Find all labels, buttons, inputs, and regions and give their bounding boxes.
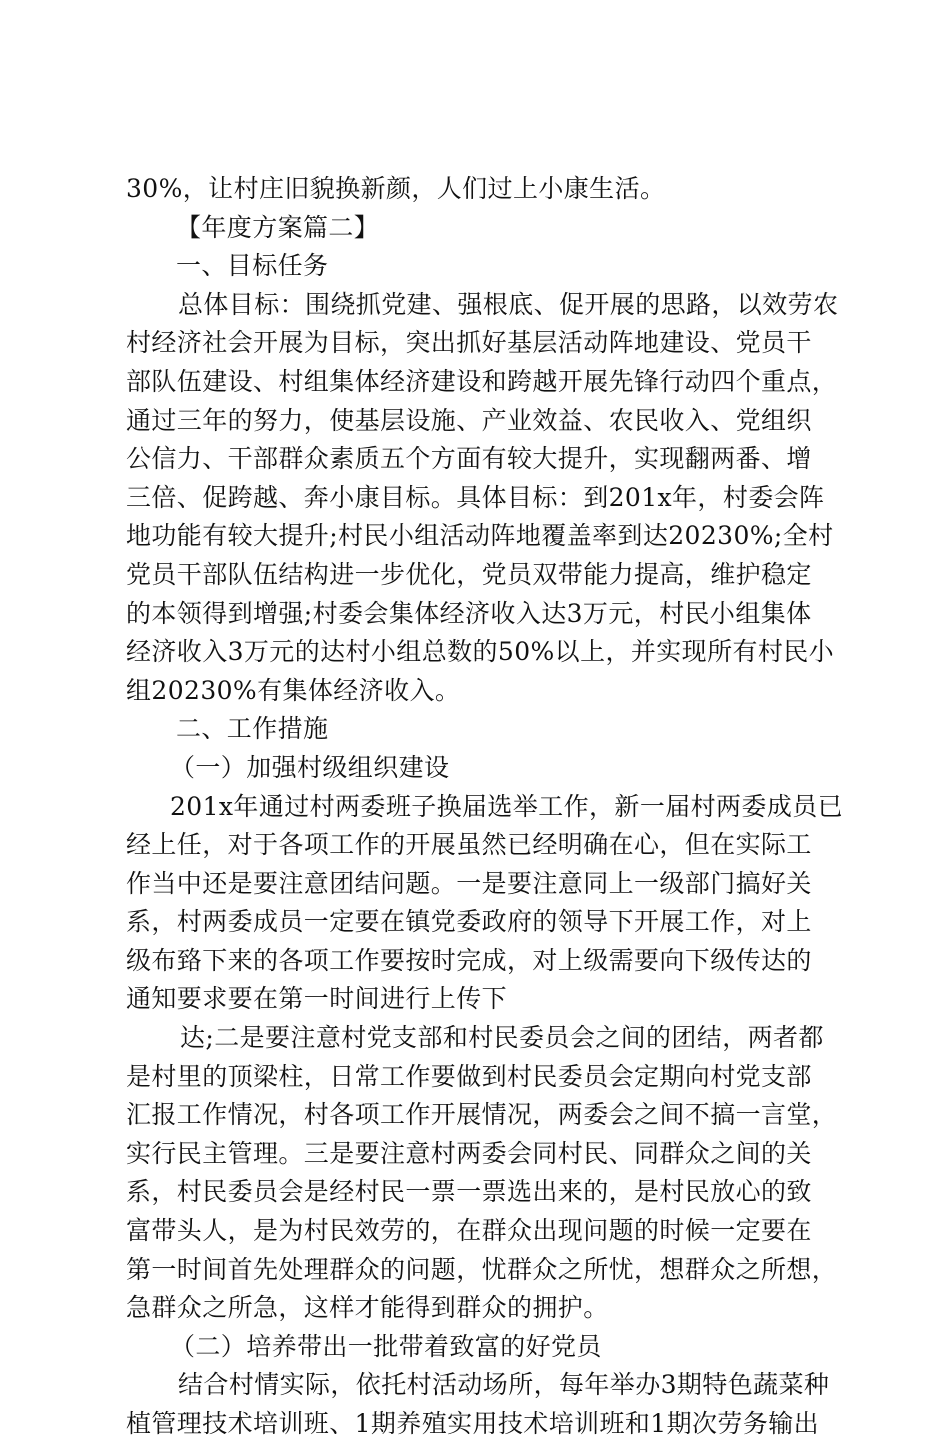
- paragraph-line: 系，村两委成员一定要在镇党委政府的领导下开展工作，对上: [126, 907, 812, 937]
- document-body: [126, 170, 846, 1444]
- paragraph-line: 党员干部队伍结构进一步优化，党员双带能力提高，维护稳定: [126, 559, 812, 589]
- heading: 一、目标任务: [176, 251, 329, 281]
- paragraph-line: 的本领得到增强;村委会集体经济收入达3万元，村民小组集体: [126, 598, 812, 628]
- paragraph-line: 作当中还是要注意团结问题。一是要注意同上一级部门搞好关: [126, 868, 812, 898]
- paragraph-line: 组20230%有集体经济收入。: [126, 675, 461, 705]
- paragraph-line: 是村里的顶梁柱，日常工作要做到村民委员会定期向村党支部: [126, 1061, 812, 1091]
- section-title: 【年度方案篇二】: [176, 212, 380, 242]
- heading: 二、工作措施: [176, 714, 329, 744]
- paragraph-line: 富带头人，是为村民效劳的，在群众出现问题的时候一定要在: [126, 1216, 812, 1246]
- paragraph-line: 经济收入3万元的达村小组总数的50%以上，并实现所有村民小: [126, 637, 835, 667]
- paragraph-line: 通知要求要在第一时间进行上传下: [126, 984, 508, 1014]
- paragraph-line: 急群众之所急，这样才能得到群众的拥护。: [126, 1293, 609, 1323]
- paragraph-line: 30%，让村庄旧貌换新颜，人们过上小康生活。: [126, 174, 666, 203]
- paragraph-line: 植管理技术培训班、1期养殖实用技术培训班和1期次劳务输出: [126, 1409, 820, 1438]
- paragraph-line: 村经济社会开展为目标，突出抓好基层活动阵地建设、党员干: [126, 328, 812, 358]
- subheading: （一）加强村级组织建设: [170, 752, 450, 782]
- paragraph-line: 公信力、干部群众素质五个方面有较大提升，实现翻两番、增: [126, 444, 812, 474]
- subheading: （二）培养带出一批带着致富的好党员: [170, 1331, 602, 1361]
- paragraph-line: 结合村情实际，依托村活动场所，每年举办3期特色蔬菜种: [178, 1370, 830, 1400]
- paragraph-line: 总体目标：围绕抓党建、强根底、促开展的思路，以效劳农: [178, 289, 839, 319]
- paragraph-line: 达;二是要注意村党支部和村民委员会之间的团结，两者都: [180, 1023, 824, 1053]
- paragraph-line: 经上任，对于各项工作的开展虽然已经明确在心，但在实际工: [126, 830, 812, 860]
- paragraph-line: 系，村民委员会是经村民一票一票选出来的，是村民放心的致: [126, 1177, 812, 1207]
- paragraph-line: 实行民主管理。三是要注意村两委会同村民、同群众之间的关: [126, 1138, 812, 1168]
- paragraph-line: 汇报工作情况，村各项工作开展情况，两委会之间不搞一言堂，: [126, 1100, 838, 1130]
- paragraph-line: 三倍、促跨越、奔小康目标。具体目标：到201x年，村委会阵: [126, 482, 825, 512]
- paragraph-line: 部队伍建设、村组集体经济建设和跨越开展先锋行动四个重点，: [126, 366, 838, 396]
- paragraph-line: 地功能有较大提升;村民小组活动阵地覆盖率到达20230%;全村: [126, 521, 834, 551]
- paragraph-line: 201x年通过村两委班子换届选举工作，新一届村两委成员已: [170, 791, 844, 821]
- paragraph-line: 通过三年的努力，使基层设施、产业效益、农民收入、党组织: [126, 405, 812, 435]
- paragraph-line: 级布臵下来的各项工作要按时完成，对上级需要向下级传达的: [126, 945, 812, 975]
- paragraph-line: 第一时间首先处理群众的问题，忧群众之所忧，想群众之所想，: [126, 1254, 838, 1284]
